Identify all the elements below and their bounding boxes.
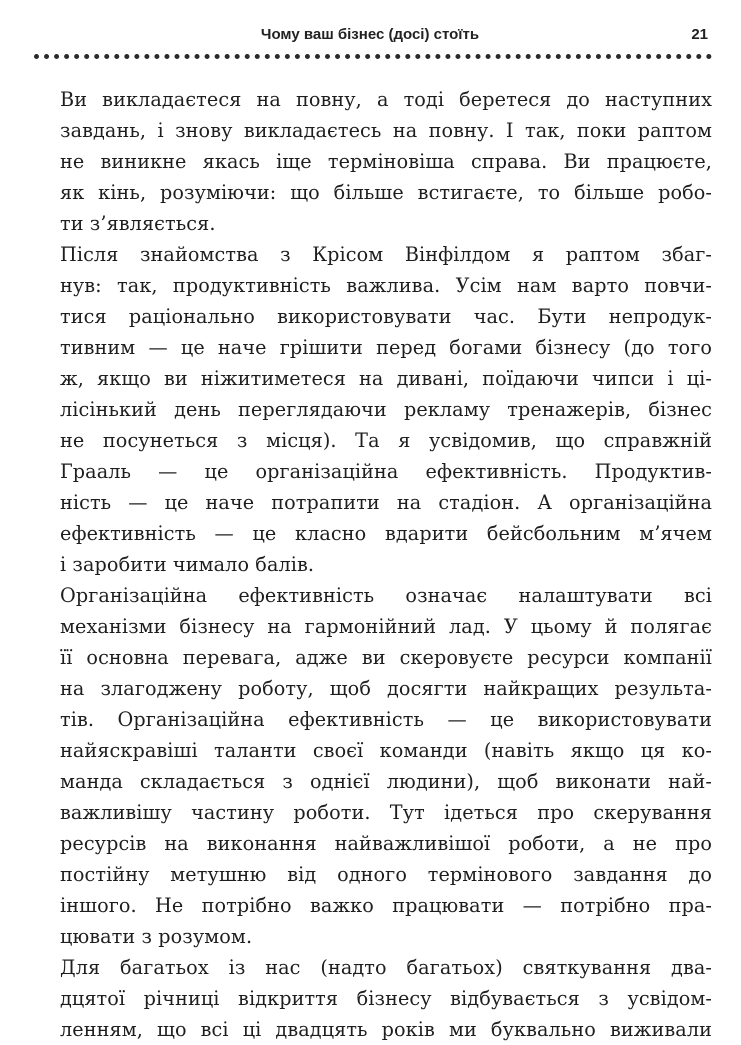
text-line: тів. Організаційна ефективність — це використовувати bbox=[60, 708, 712, 731]
text-line: постійну метушню від одного термінового завдання до bbox=[60, 863, 712, 886]
body-text bbox=[60, 84, 712, 1045]
paragraph-2 bbox=[60, 239, 712, 580]
paragraph-4 bbox=[60, 952, 712, 1045]
page-header bbox=[30, 22, 710, 52]
text-line: тивним — це наче грішити перед богами бізнесу (до того bbox=[60, 336, 712, 359]
text-line: Після знайомства з Крісом Вінфілдом я раптом збаг- bbox=[60, 243, 712, 266]
text-line: лісінький день переглядаючи рекламу тренажерів, бізнес bbox=[60, 398, 712, 421]
running-title: Чому ваш бізнес (досі) стоїть bbox=[260, 26, 480, 43]
text-line: не виникне якась іще терміновіша справа. Ви працюєте, bbox=[60, 150, 712, 173]
text-line: ти з’являється. bbox=[60, 212, 216, 235]
text-line: ленням, що всі ці двадцять років ми буквально виживали bbox=[60, 1018, 712, 1041]
text-line: Організаційна ефективність означає налаштувати всі bbox=[60, 584, 712, 607]
dotted-divider bbox=[34, 54, 712, 59]
text-line: ж, якщо ви ніжитиметеся на дивані, поїдаючи чипси і ці- bbox=[60, 367, 712, 390]
text-line: завдань, і знову викладаєтесь на повну. І так, поки раптом bbox=[60, 119, 712, 142]
text-line: ресурсів на виконання найважливішої роботи, а не про bbox=[60, 832, 712, 855]
text-line: ефективність — це класно вдарити бейсбольним м’ячем bbox=[60, 522, 712, 545]
text-line: манда складається з однієї людини), щоб виконати най- bbox=[60, 770, 712, 793]
paragraph-3 bbox=[60, 580, 712, 952]
text-line: тися раціонально використовувати час. Бути непродук- bbox=[60, 305, 712, 328]
page-number: 21 bbox=[691, 26, 708, 43]
text-line: не посунеться з місця). Та я усвідомив, що справжній bbox=[60, 429, 712, 452]
text-line: її основна перевага, адже ви скеровуєте ресурси компанії bbox=[60, 646, 712, 669]
text-line: Для багатьох із нас (надто багатьох) святкування два- bbox=[60, 956, 712, 979]
text-line: механізми бізнесу на гармонійний лад. У цьому й полягає bbox=[60, 615, 712, 638]
text-line: на злагоджену роботу, щоб досягти найкращих результа- bbox=[60, 677, 712, 700]
paragraph-1 bbox=[60, 84, 712, 239]
text-line: ність — це наче потрапити на стадіон. А організаційна bbox=[60, 491, 712, 514]
text-line: іншого. Не потрібно важко працювати — потрібно пра- bbox=[60, 894, 712, 917]
text-line: як кінь, розуміючи: що більше встигаєте, то більше робо- bbox=[60, 181, 712, 204]
text-line: Ви викладаєтеся на повну, а тоді беретеся до наступних bbox=[60, 88, 712, 111]
text-line: важливішу частину роботи. Тут ідеться про скерування bbox=[60, 801, 712, 824]
text-line: цювати з розумом. bbox=[60, 925, 253, 948]
text-line: найяскравіші таланти своєї команди (навіть якщо ця ко- bbox=[60, 739, 712, 762]
text-line: нув: так, продуктивність важлива. Усім нам варто повчи- bbox=[60, 274, 712, 297]
text-line: і заробити чимало балів. bbox=[60, 553, 315, 576]
text-line: дцятої річниці відкриття бізнесу відбувається з усвідом- bbox=[60, 987, 712, 1010]
text-line: Грааль — це організаційна ефективність. Продуктив- bbox=[60, 460, 712, 483]
